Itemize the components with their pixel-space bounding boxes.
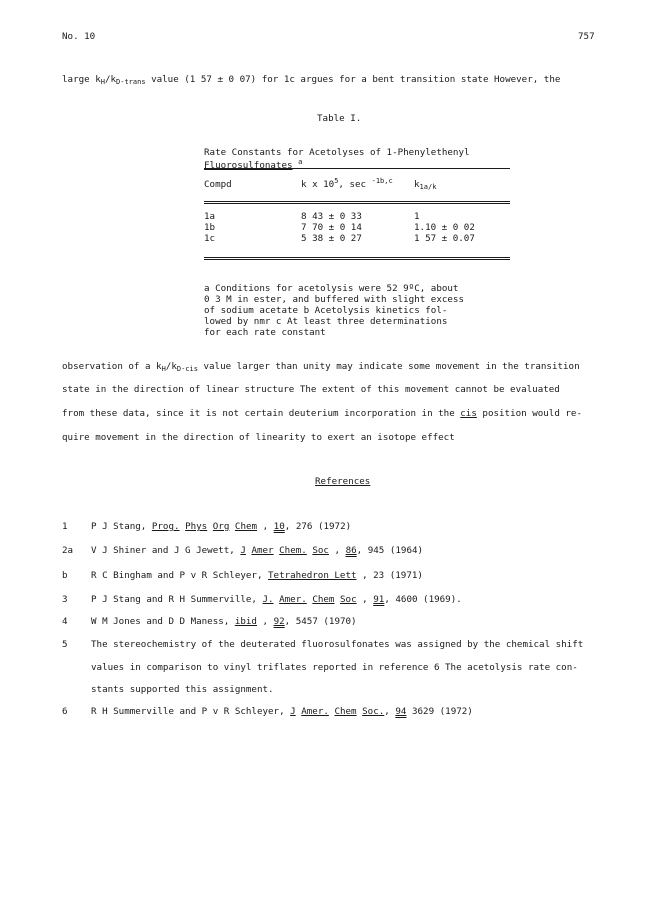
reference-segment: Chem (312, 594, 335, 605)
reference-segment: 86 (345, 545, 357, 556)
reference-segment: , 945 (1964) (356, 545, 424, 556)
reference-segment: J (290, 706, 296, 717)
reference-segment: 3629 (1972) (406, 706, 473, 717)
table-top-rule (204, 168, 510, 169)
reference-segment: P J Stang, (91, 521, 152, 532)
reference-text-continuation: values in comparison to vinyl triflates reported in reference 6 The acetolysis rate con- (91, 662, 578, 673)
reference-segment: Soc. (362, 706, 385, 717)
reference-segment: Chem (334, 706, 357, 717)
reference-segment: Tetrahedron Lett (268, 570, 357, 581)
table-cell-relative-rate: 1 57 ± 0.07 (414, 233, 475, 244)
col-header-relative-rate: $k_{1a/k}$ (414, 179, 437, 191)
table-cell-compd: 1c (204, 233, 216, 244)
table-cell-rate: 7 70 ± 0 14 (301, 222, 362, 233)
reference-segment: Amer. (301, 706, 329, 717)
reference-number: 3 (62, 594, 68, 605)
col-header-rate-constant: k x $10^5$, sec $^{-1b,c}$ (301, 177, 393, 190)
reference-number: 5 (62, 639, 68, 650)
body-line-1: observation of a $k_H/k_{D-cis}$ value larger than unity may indicate some movement in the transition (62, 361, 580, 373)
intro-line: large $k_H/k_{D-trans}$ value (1 57 ± 0 07) for 1c argues for a bent transition state However, the (62, 74, 561, 86)
reference-number: 2a (62, 545, 74, 556)
reference-segment: , (257, 521, 274, 532)
reference-segment: R H Summerville and P v R Schleyer, (91, 706, 291, 717)
reference-text (91, 594, 462, 605)
body-line-3: from these data, since it is not certain deuterium incorporation in the cis position would re- (62, 408, 582, 419)
table-cell-relative-rate: 1 (414, 211, 420, 222)
reference-segment: J. (262, 594, 274, 605)
table-footnote-line: lowed by nmr c At least three determinations (204, 316, 448, 327)
table-label: Table I. (317, 113, 362, 124)
page-number: 757 (578, 31, 595, 42)
reference-text (91, 639, 583, 650)
reference-number: 6 (62, 706, 68, 717)
table-caption: Rate Constants for Acetolyses of 1-Phenylethenyl (204, 147, 470, 158)
reference-segment: J (240, 545, 246, 556)
reference-text (91, 521, 351, 532)
reference-segment: Soc (312, 545, 329, 556)
table-caption-line2: Fluorosulfonates $^a$ (204, 158, 303, 171)
reference-segment: , (384, 706, 396, 717)
table-cell-rate: 5 38 ± 0 27 (301, 233, 362, 244)
table-header-rule (204, 201, 510, 204)
reference-text (91, 570, 423, 581)
table-cell-compd: 1b (204, 222, 216, 233)
reference-text (91, 545, 423, 556)
reference-segment: , (256, 616, 274, 627)
reference-segment: Phys (185, 521, 208, 532)
reference-segment: V J Shiner and J G Jewett, (91, 545, 241, 556)
reference-number: b (62, 570, 68, 581)
table-footnote-line: a Conditions for acetolysis were 52 9ºC, about (204, 283, 459, 294)
reference-segment: P J Stang and R H Summerville, (91, 594, 263, 605)
reference-segment: , (328, 545, 346, 556)
reference-segment: Prog. (151, 521, 180, 532)
col-header-compd: Compd (204, 179, 232, 190)
references-heading: References (315, 476, 371, 487)
table-cell-compd: 1a (204, 211, 216, 222)
reference-segment: 91 (373, 594, 385, 605)
reference-text (91, 706, 473, 717)
table-bottom-rule (204, 257, 510, 260)
table-footnote-line: for each rate constant (204, 327, 326, 338)
reference-segment: , (356, 594, 374, 605)
reference-segment: Soc (340, 594, 357, 605)
reference-segment: ibid (234, 616, 257, 627)
reference-segment: , 23 (1971) (356, 570, 423, 581)
reference-text-continuation: stants supported this assignment. (91, 684, 274, 695)
table-cell-relative-rate: 1.10 ± 0 02 (414, 222, 475, 233)
reference-segment: 94 (395, 706, 407, 717)
table-footnote-line: of sodium acetate b Acetolysis kinetics fol- (204, 305, 448, 316)
reference-segment: 92 (273, 616, 285, 627)
reference-segment: Amer (251, 545, 274, 556)
reference-segment: , 276 (1972) (284, 521, 352, 532)
reference-number: 4 (62, 616, 68, 627)
table-cell-rate: 8 43 ± 0 33 (301, 211, 362, 222)
issue-number: No. 10 (62, 31, 96, 42)
reference-segment: Chem. (279, 545, 307, 556)
reference-segment: R C Bingham and P v R Schleyer, (91, 570, 269, 581)
reference-segment: W M Jones and D D Maness, (91, 616, 235, 627)
reference-segment: 10 (273, 521, 285, 532)
reference-number: 1 (62, 521, 68, 532)
reference-segment: , 4600 (1969). (384, 594, 462, 605)
body-line-2: state in the direction of linear structure The extent of this movement cannot be evaluated (62, 384, 560, 395)
body-line-4: quire movement in the direction of linearity to exert an isotope effect (62, 432, 455, 443)
reference-text (91, 616, 357, 627)
reference-segment: , 5457 (1970) (284, 616, 357, 627)
table-footnote-line: 0 3 M in ester, and buffered with slight excess (204, 294, 464, 305)
reference-segment: Chem (234, 521, 258, 532)
reference-segment: Amer. (279, 594, 307, 605)
reference-segment: The stereochemistry of the deuterated fluorosulfonates was assigned by the chemical shift (91, 639, 584, 650)
reference-segment: Org (212, 521, 230, 532)
